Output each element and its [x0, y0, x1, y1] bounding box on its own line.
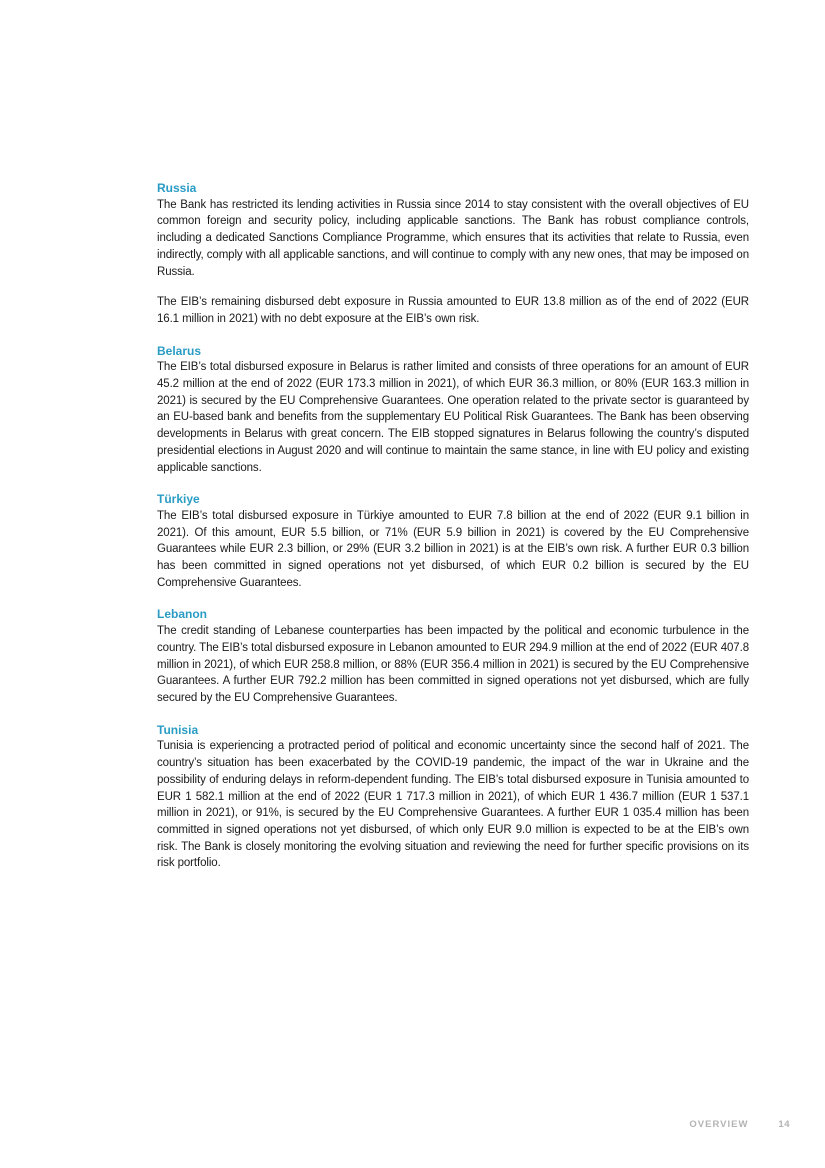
section-turkiye: [157, 491, 749, 591]
paragraph: The EIB’s total disbursed exposure in Türkiye amounted to EUR 7.8 billion at the end of 2022 (EUR 9.1 billion in 2021). Of this amount, EUR 5.5 billion, or 71% (EUR 5.9 billion in 2021) is covered by the EU Comprehensive Guarantees while EUR 2.3 billion, or 29% (EUR 3.2 billion in 2021) is at the EIB’s own risk. A further EUR 0.3 billion has been committed in signed operations not yet disbursed, of which EUR 0.2 billion is secured by the EU Comprehensive Guarantees.: [157, 509, 749, 589]
paragraph: Tunisia is experiencing a protracted period of political and economic uncertainty since the second half of 2021. The country’s situation has been exacerbated by the COVID-19 pandemic, the impact of the war in Ukraine and the possibility of enduring delays in reform-dependent funding. The EIB’s total disbursed exposure in Tunisia amounted to EUR 1 582.1 million at the end of 2022 (EUR 1 717.3 million in 2021), of which EUR 1 436.7 million (EUR 1 537.1 million in 2021), or 91%, is secured by the EU Comprehensive Guarantees. A further EUR 1 035.4 million has been committed in signed operations not yet disbursed, of which only EUR 9.0 million is expected to be at the EIB’s own risk. The Bank is closely monitoring the evolving situation and reviewing the need for further specific provisions on its risk portfolio.: [157, 740, 749, 870]
section-lebanon: [157, 606, 749, 706]
paragraph: The EIB’s remaining disbursed debt exposure in Russia amounted to EUR 13.8 million as of the end of 2022 (EUR 16.1 million in 2021) with no debt exposure at the EIB’s own risk.: [157, 296, 749, 325]
footer-section-label: OVERVIEW: [689, 1119, 749, 1130]
paragraph: The Bank has restricted its lending activities in Russia since 2014 to stay consistent with the overall objectives of EU common foreign and security policy, including applicable sanctions. The Bank has robust compliance controls, including a dedicated Sanctions Compliance Programme, which ensures that its activities that relate to Russia, even indirectly, comply with all applicable sanctions, and will continue to comply with any new ones, that may be imposed on Russia.: [157, 198, 749, 278]
section-russia: [157, 180, 749, 328]
section-tunisia: [157, 722, 749, 872]
section-heading: Belarus: [157, 343, 202, 358]
section-heading: Türkiye: [157, 492, 200, 507]
section-belarus: [157, 343, 749, 477]
section-heading: Tunisia: [157, 722, 199, 737]
section-heading: Russia: [157, 181, 197, 195]
page-number: 14: [778, 1119, 790, 1130]
document-body: [157, 180, 749, 887]
paragraph: The EIB’s total disbursed exposure in Belarus is rather limited and consists of three operations for an amount of EUR 45.2 million at the end of 2022 (EUR 173.3 million in 2021), of which EUR 36.3 million, or 80% (EUR 163.3 million in 2021) is secured by the EU Comprehensive Guarantees. One operation related to the private sector is guaranteed by an EU-based bank and benefits from the supplementary EU Political Risk Guarantees. The Bank has been observing developments in Belarus with great concern. The EIB stopped signatures in Belarus following the country’s disputed presidential elections in August 2020 and will continue to maintain the same stance, in line with EU policy and existing applicable sanctions.: [157, 361, 749, 474]
page-footer: [689, 1119, 790, 1130]
section-heading: Lebanon: [157, 607, 207, 622]
paragraph: The credit standing of Lebanese counterparties has been impacted by the political and economic turbulence in the country. The EIB’s total disbursed exposure in Lebanon amounted to EUR 294.9 million at the end of 2022 (EUR 407.8 million in 2021), of which EUR 258.8 million, or 88% (EUR 356.4 million in 2021) is secured by the EU Comprehensive Guarantees. A further EUR 792.2 million has been committed in signed operations not yet disbursed, which are fully secured by the EU Comprehensive Guarantees.: [157, 625, 749, 704]
